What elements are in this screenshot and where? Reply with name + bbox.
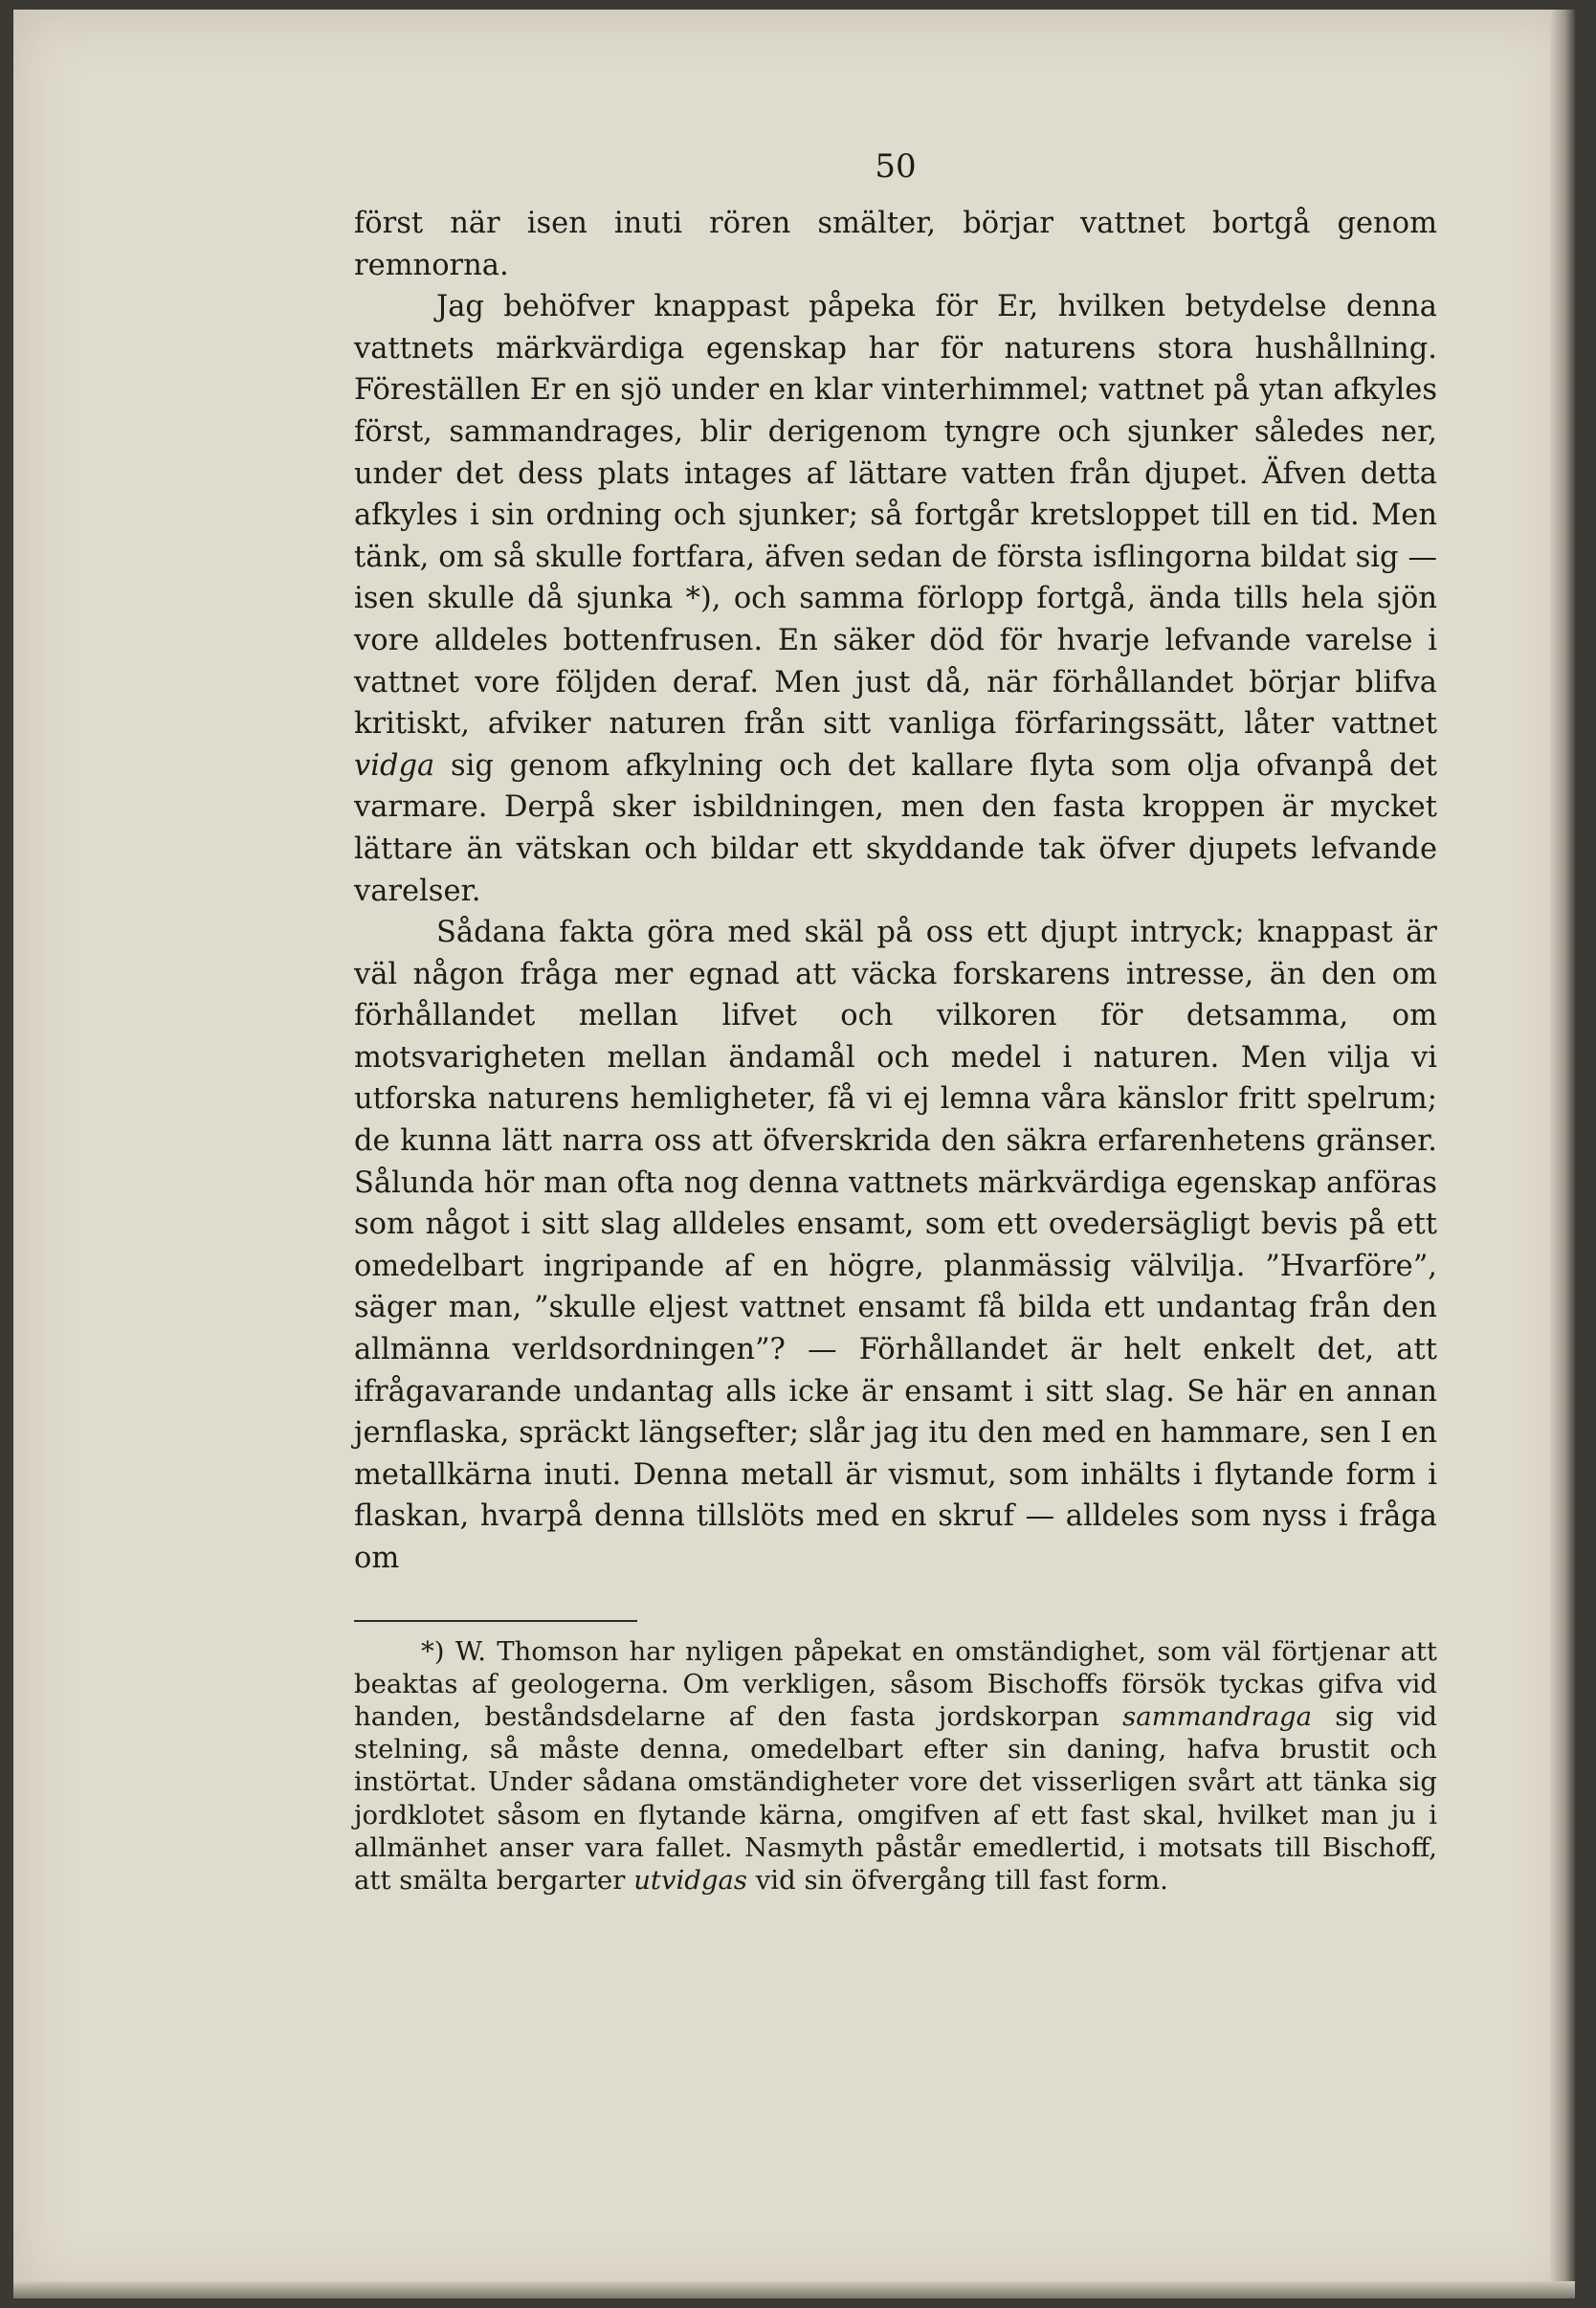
paragraph-2-italic: vidga [354, 748, 435, 783]
paragraph-2-text: Jag behöfver knappast påpeka för Er, hvilken betydelse denna vattnets märkvärdiga egenskap har för naturens stora hushållning. Föreställen Er en sjö under en klar vinterhimmel; vattnet på ytan afkyles först, sammandrages, blir derigenom tyngre och sjunker således ner, under det dess plats intages af lättare vatten från djupet. Äfven detta afkyles i sin ordning och sjunker; så fortgår kretsloppet till en tid. Men tänk, om så skulle fortfara, äfven sedan de första isflingorna bildat sig — isen skulle då sjunka *), och samma förlopp fortgå, ända tills hela sjön vore alldeles bottenfrusen. En säker död för hvarje lefvande varelse i vattnet vore följden deraf. Men just då, när förhållandet börjar blifva kritiskt, afviker naturen från sitt vanliga förfaringssätt, låter vattnet [354, 290, 1437, 742]
footnote-text-1: *) W. Thomson har nyligen påpekat en omständighet, som väl förtjenar att beaktas af geologerna. Om verkligen, såsom Bischoffs försök tyckas gifva vid handen, beståndsdelarne af den fasta jordskorpan [354, 1635, 1437, 1732]
text-block [354, 142, 1437, 1897]
paragraph-1: först när isen inuti rören smälter, börjar vattnet bortgå genom remnorna. [354, 207, 1437, 282]
page-edge-shadow [1550, 10, 1575, 2298]
body-text [354, 203, 1437, 1580]
page-number: 50 [875, 147, 917, 186]
paragraph-2-end: sig genom afkylning och det kallare flyta som olja ofvanpå det varmare. Derpå sker isbildningen, men den fasta kroppen är mycket lättare än vätskan och bildar ett skyddande tak öfver djupets lefvande varelser. [354, 748, 1438, 908]
footnote-text-2: sig vid stelning, så måste denna, omedelbart efter sin daning, hafva brustit och instörtat. Under sådana omständigheter vore det visserligen svårt att tänka sig jordklotet såsom en flytande kärna, omgifven af ett fast skal, hvilket man ju i allmänhet anser vara fallet. Nasmyth påstår emedlertid, i motsats till Bischoff, att smälta bergarter [354, 1701, 1437, 1897]
page-bottom-edge [13, 2281, 1575, 2298]
paragraph-2 [354, 286, 1437, 912]
footnote-divider [354, 1620, 637, 1622]
footnote-text-3: vid sin öfvergång till fast form. [755, 1865, 1168, 1897]
footnote-italic-2: utvidgas [633, 1865, 748, 1897]
footnote [354, 1635, 1437, 1897]
footnote-italic-1: sammandraga [1122, 1701, 1313, 1732]
book-page [13, 10, 1575, 2298]
paragraph-3: Sådana fakta göra med skäl på oss ett djupt intryck; knappast är väl någon fråga mer egnad att väcka forskarens intresse, än den om förhållandet mellan lifvet och vilkoren för detsamma, om motsvarigheten mellan ändamål och medel i naturen. Men vilja vi utforska naturens hemligheter, få vi ej lemna våra känslor fritt spelrum; de kunna lätt narra oss att öfverskrida den säkra erfarenhetens gränser. Sålunda hör man ofta nog denna vattnets märkvärdiga egenskap anföras som något i sitt slag alldeles ensamt, som ett ovedersägligt bevis på ett omedelbart ingripande af en högre, planmässig välvilja. ”Hvarföre”, säger man, ”skulle eljest vattnet ensamt få bilda ett undantag från den allmänna verldsordningen”? — Förhållandet är helt enkelt det, att ifrågavarande undantag alls icke är ensamt i sitt slag. Se här en annan jernflaska, spräckt längsefter; slår jag itu den med en hammare, sen I en metallkärna inuti. Denna metall är vismut, som inhälts i flytande form i flaskan, hvarpå denna tillslöts med en skruf — alldeles som nyss i fråga om [354, 916, 1437, 1575]
